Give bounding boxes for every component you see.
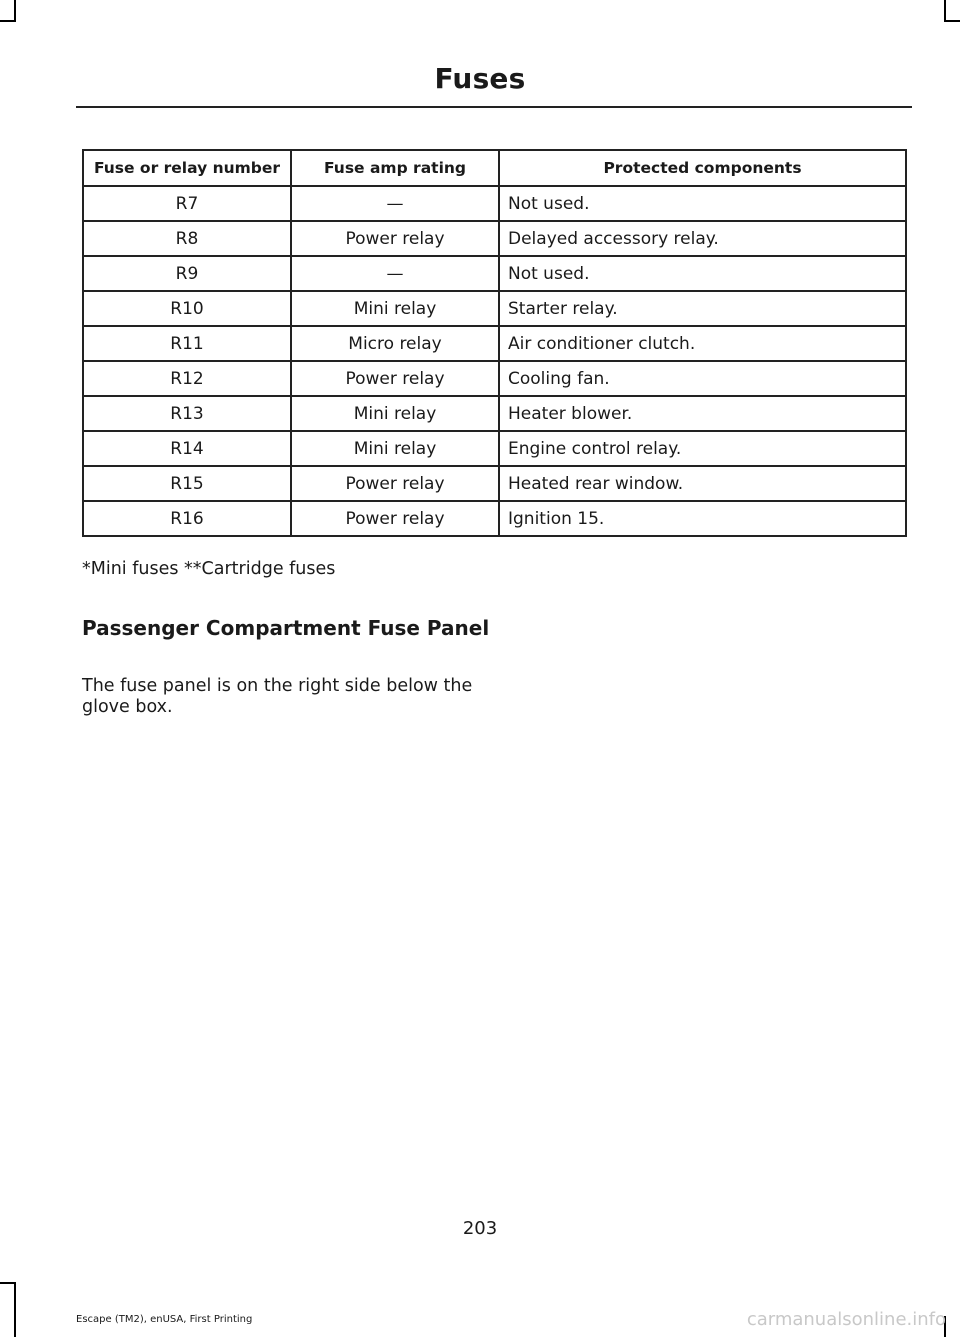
column-header-amp-rating: Fuse amp rating [291,150,499,186]
amp-rating-cell: Micro relay [291,326,499,361]
crop-mark-top-right-vertical [944,0,946,22]
table-row [83,326,906,361]
document-info: Escape (TM2), enUSA, First Printing [76,1314,253,1325]
protected-components-cell: Not used. [499,256,906,291]
crop-mark-bottom-left-vertical [14,1282,16,1337]
table-row [83,186,906,221]
fuse-number-cell: R13 [83,396,291,431]
table-row [83,431,906,466]
fuse-number-cell: R10 [83,291,291,326]
protected-components-cell: Heater blower. [499,396,906,431]
fuse-number-cell: R15 [83,466,291,501]
table-row [83,396,906,431]
table-row [83,501,906,536]
header-divider [76,106,912,108]
fuse-number-cell: R12 [83,361,291,396]
table-row [83,361,906,396]
protected-components-cell: Not used. [499,186,906,221]
protected-components-cell: Starter relay. [499,291,906,326]
page-number: 203 [462,1218,498,1239]
watermark: carmanualsonline.info [746,1309,946,1330]
protected-components-cell: Air conditioner clutch. [499,326,906,361]
table-row [83,466,906,501]
crop-mark-bottom-left-horizontal [0,1282,16,1284]
fuse-number-cell: R11 [83,326,291,361]
fuse-number-cell: R7 [83,186,291,221]
amp-rating-cell: Mini relay [291,291,499,326]
fuse-number-cell: R8 [83,221,291,256]
fuse-number-cell: R14 [83,431,291,466]
amp-rating-cell: Power relay [291,361,499,396]
amp-rating-cell: Power relay [291,501,499,536]
table-row [83,256,906,291]
fuse-relay-table [82,149,907,537]
protected-components-cell: Heated rear window. [499,466,906,501]
crop-mark-top-left-vertical [14,0,16,22]
protected-components-cell: Ignition 15. [499,501,906,536]
column-header-fuse-number: Fuse or relay number [83,150,291,186]
section-body-text: The fuse panel is on the right side below the glove box. [82,676,473,717]
table-footnote: *Mini fuses **Cartridge fuses [82,559,336,579]
amp-rating-cell: Mini relay [291,396,499,431]
amp-rating-cell: Mini relay [291,431,499,466]
amp-rating-cell: — [291,186,499,221]
fuse-number-cell: R16 [83,501,291,536]
table-row [83,291,906,326]
protected-components-cell: Cooling fan. [499,361,906,396]
table-row [83,221,906,256]
amp-rating-cell: Power relay [291,221,499,256]
table-header-row [83,150,906,186]
section-heading: Passenger Compartment Fuse Panel [82,616,490,640]
crop-mark-top-left-horizontal [0,20,16,22]
protected-components-cell: Engine control relay. [499,431,906,466]
page-title: Fuses [434,62,526,95]
crop-mark-top-right-horizontal [944,20,960,22]
protected-components-cell: Delayed accessory relay. [499,221,906,256]
fuse-number-cell: R9 [83,256,291,291]
amp-rating-cell: Power relay [291,466,499,501]
column-header-protected-components: Protected components [499,150,906,186]
amp-rating-cell: — [291,256,499,291]
